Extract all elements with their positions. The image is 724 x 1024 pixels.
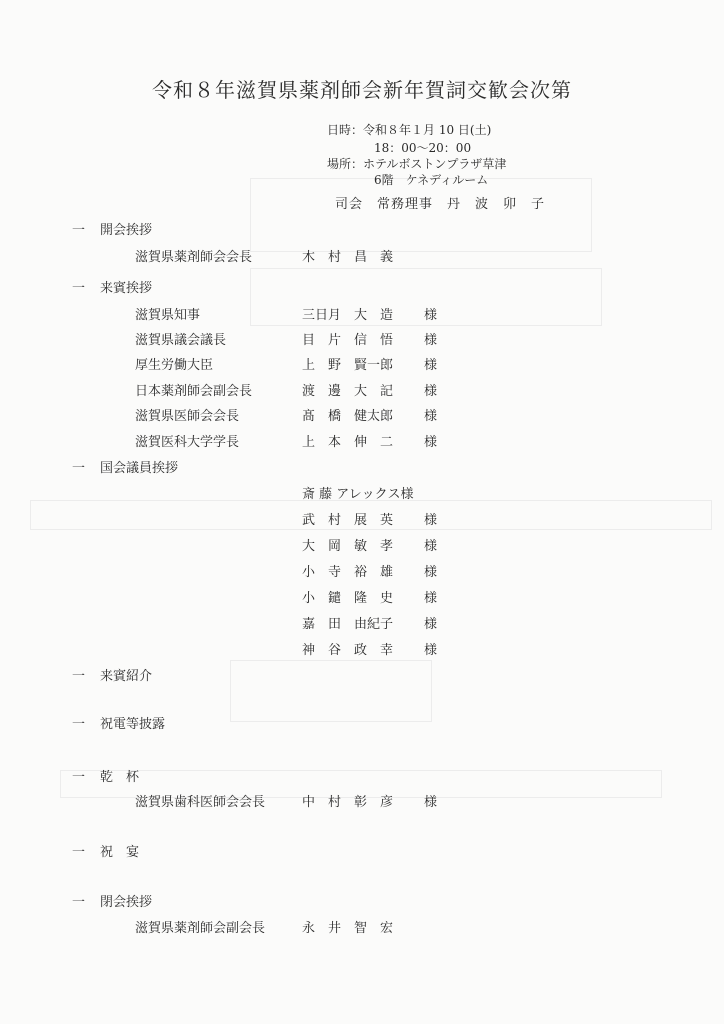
section-guest-greetings [72, 277, 152, 296]
guest-name: 三日月 大 造 [302, 308, 394, 323]
section-heading: 来賓挨拶 [100, 281, 153, 296]
section-bullet: 一 [72, 669, 86, 684]
section-bullet: 一 [72, 223, 86, 238]
section-heading: 乾 杯 [100, 770, 140, 785]
speaker-role: 滋賀県薬剤師会会長 [135, 250, 253, 265]
diet-member [302, 587, 438, 606]
event-date: 日時：令和８年１月 10 日(土) [327, 123, 492, 137]
honorific: 様 [424, 643, 438, 658]
section-guest-introduction [72, 665, 152, 684]
guest-name: 上 野 賢一郎 [302, 358, 394, 373]
honorific: 様 [424, 565, 438, 580]
guest-role: 厚生労働大臣 [135, 358, 214, 373]
master-of-ceremonies: 司会 常務理事 丹 波 卯 子 [335, 197, 546, 212]
speaker-role: 滋賀県薬剤師会副会長 [135, 921, 266, 936]
guest-name: 髙 橋 健太郎 [302, 409, 394, 424]
section-bullet: 一 [72, 281, 86, 296]
section-opening [72, 219, 152, 238]
section-heading: 来賓紹介 [100, 669, 153, 684]
diet-member-name: 小 鑓 隆 史 [302, 591, 394, 606]
honorific: 様 [424, 333, 438, 348]
diet-member [302, 483, 414, 502]
diet-member [302, 509, 438, 528]
section-bullet: 一 [72, 845, 86, 860]
section-toast [72, 766, 139, 785]
guest-name: 目 片 信 悟 [302, 333, 394, 348]
bleed-through-table [230, 660, 432, 722]
diet-member-name: 神 谷 政 幸 [302, 643, 394, 658]
honorific: 様 [424, 513, 438, 528]
section-bullet: 一 [72, 770, 86, 785]
guest-name: 渡 邊 大 記 [302, 384, 394, 399]
honorific: 様 [424, 435, 438, 450]
page-title: 令和８年滋賀県薬剤師会新年賀詞交歓会次第 [152, 78, 572, 102]
honorific: 様 [424, 591, 438, 606]
guest-role: 滋賀医科大学学長 [135, 435, 240, 450]
bleed-through-table [250, 178, 592, 252]
honorific: 様 [424, 617, 438, 632]
speaker-name: 中 村 彰 彦 [302, 795, 394, 810]
guest-role: 滋賀県議会議長 [135, 333, 227, 348]
diet-member [302, 561, 438, 580]
diet-member [302, 535, 438, 554]
section-heading: 国会議員挨拶 [100, 461, 179, 476]
honorific: 様 [424, 308, 438, 323]
diet-member-name: 武 村 展 英 [302, 513, 394, 528]
section-heading: 開会挨拶 [100, 223, 153, 238]
guest-role: 日本薬剤師会副会長 [135, 384, 253, 399]
speaker-name: 木 村 昌 義 [302, 250, 394, 265]
speaker-role: 滋賀県歯科医師会会長 [135, 795, 266, 810]
honorific: 様 [424, 539, 438, 554]
section-banquet [72, 841, 139, 860]
section-heading: 祝 宴 [100, 845, 140, 860]
section-heading: 祝電等披露 [100, 717, 166, 732]
guest-role: 滋賀県医師会会長 [135, 409, 240, 424]
section-bullet: 一 [72, 461, 86, 476]
section-bullet: 一 [72, 895, 86, 910]
honorific: 様 [424, 409, 438, 424]
honorific: 様 [424, 795, 438, 810]
diet-member-name: 大 岡 敏 孝 [302, 539, 394, 554]
diet-member-name: 嘉 田 由紀子 [302, 617, 394, 632]
guest-role: 滋賀県知事 [135, 308, 201, 323]
diet-member-name: 小 寺 裕 雄 [302, 565, 394, 580]
honorific: 様 [424, 384, 438, 399]
section-telegrams [72, 713, 165, 732]
speaker-name: 永 井 智 宏 [302, 921, 394, 936]
section-diet-members [72, 457, 178, 476]
section-bullet: 一 [72, 717, 86, 732]
diet-member [302, 639, 438, 658]
guest-name: 上 本 伸 二 [302, 435, 394, 450]
event-time: 18：00〜20：00 [374, 141, 472, 155]
diet-member-name: 斎 藤 アレックス様 [302, 487, 414, 502]
honorific: 様 [424, 358, 438, 373]
section-closing [72, 891, 152, 910]
event-room: 6階 ケネディルーム [374, 173, 489, 187]
event-venue: 場所：ホテルボストンプラザ草津 [327, 157, 507, 171]
diet-member [302, 613, 438, 632]
section-heading: 閉会挨拶 [100, 895, 153, 910]
